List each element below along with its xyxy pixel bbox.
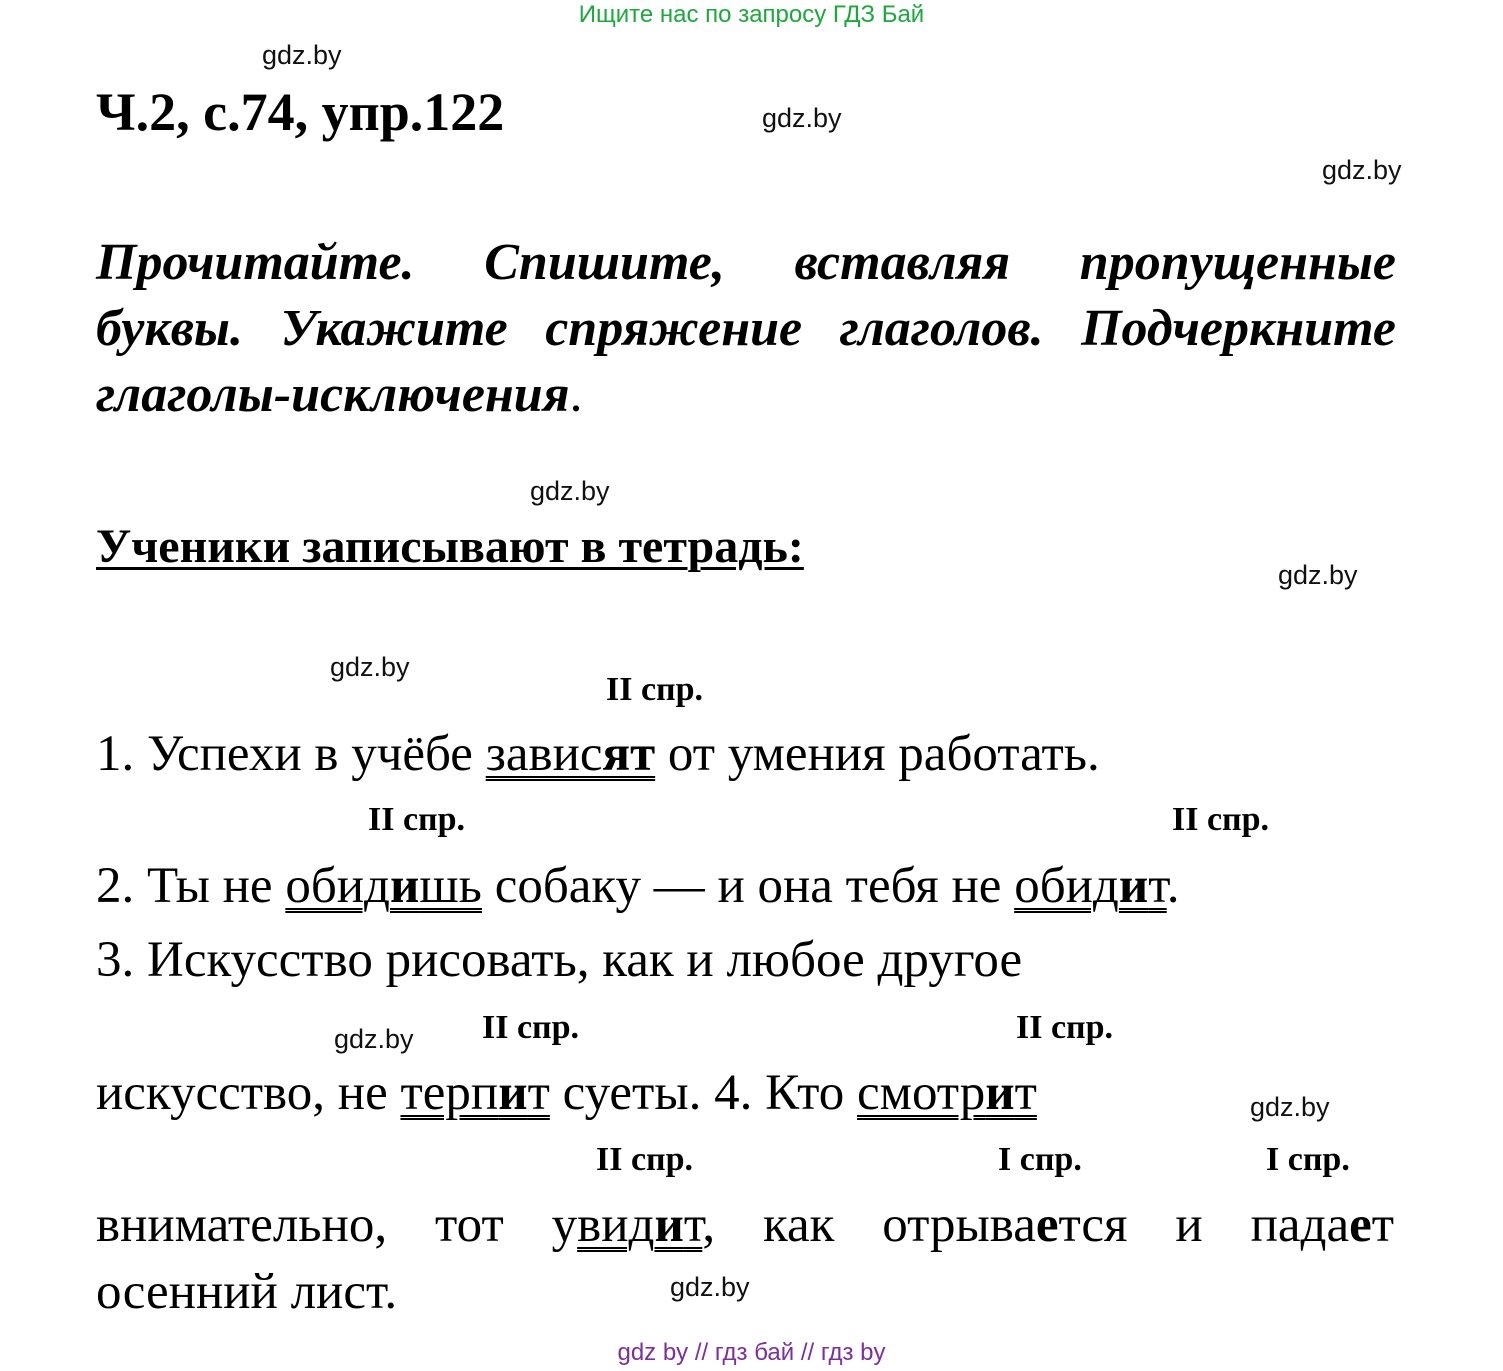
text: искусство, не (96, 1065, 401, 1121)
verb-otryvaetsya (882, 1197, 1127, 1253)
sentence-3b (96, 1063, 1037, 1123)
sentence-3a: 3. Искусство рисовать, как и любое другое (96, 932, 1023, 988)
verb-root: завис (485, 726, 603, 782)
text: собаку — и она тебя не (481, 858, 1015, 914)
text: внимательно, (96, 1197, 388, 1253)
conjugation-label: II спр. (596, 1141, 694, 1178)
notebook-heading: Ученики записывают в тетрадь: (96, 520, 804, 573)
verb-tail: т (527, 1065, 550, 1121)
footer-links[interactable]: gdz by // гдз бай // гдз by (617, 1339, 886, 1366)
conjugation-label: I спр. (998, 1141, 1082, 1178)
verb-ending: и (654, 1197, 684, 1253)
verb-tail: т (1148, 858, 1167, 914)
conjugation-label: II спр. (1172, 801, 1270, 838)
watermark: gdz.by (262, 40, 342, 70)
conjugation-label: II спр. (482, 1009, 580, 1046)
sentence-2 (96, 856, 1179, 916)
text: как (762, 1197, 835, 1253)
verb-ending: и (985, 1065, 1015, 1121)
verb-padaet (1251, 1197, 1394, 1253)
verb-ending: ят (602, 726, 656, 782)
verb-obidish (285, 858, 482, 914)
verb-ending: е (1349, 1197, 1372, 1253)
watermark: gdz.by (530, 476, 610, 506)
sentence-4-end: осенний лист. (96, 1264, 398, 1320)
page-title: Ч.2, с.74, упр.122 (96, 82, 505, 142)
text: суеты. 4. Кто (549, 1065, 858, 1121)
verb-root-underlined (577, 1197, 702, 1253)
verb-tail: шь (419, 858, 482, 914)
conjugation-label: II спр. (1016, 1009, 1114, 1046)
watermark: gdz.by (1250, 1092, 1330, 1122)
task-text: Прочитайте. Спишите, вставляя пропущенные буквы. Укажите спряжение глаголов. Подчеркните глаголы-исключения (96, 234, 1396, 423)
verb-tail: т (1371, 1197, 1395, 1253)
text: от умения работать. (655, 726, 1100, 782)
verb-root: отрыва (882, 1197, 1036, 1253)
verb-ending: и (1118, 858, 1149, 914)
search-banner: Ищите нас по запросу ГДЗ Бай (578, 1, 925, 28)
sentence-4 (96, 1195, 1394, 1255)
task-period: . (569, 366, 583, 423)
verb-prefix: у (551, 1197, 578, 1253)
verb-tail: т (1014, 1065, 1037, 1121)
text: тот (435, 1197, 504, 1253)
watermark: gdz.by (1278, 560, 1358, 590)
watermark: gdz.by (330, 652, 410, 682)
verb-zavisyat (486, 726, 655, 782)
text: , (702, 1197, 716, 1253)
sentence-1 (96, 724, 1100, 784)
watermark: gdz.by (1322, 155, 1402, 185)
conjugation-label: II спр. (606, 671, 704, 708)
verb-root: вид (577, 1197, 655, 1253)
verb-ending: и (498, 1065, 528, 1121)
verb-ending: и (390, 858, 420, 914)
verb-tail: тся (1058, 1197, 1128, 1253)
text: 1. Успехи в учёбе (96, 726, 486, 782)
verb-root: терп (400, 1065, 499, 1121)
conjugation-label: II спр. (368, 801, 466, 838)
task-instruction (96, 230, 1396, 428)
verb-terpit (400, 1065, 549, 1121)
conjugation-label: I спр. (1266, 1141, 1350, 1178)
verb-root: смотр (857, 1065, 986, 1121)
verb-uvidit (552, 1197, 715, 1253)
text: и (1175, 1197, 1203, 1253)
verb-tail: т (683, 1197, 703, 1253)
text: 2. Ты не (96, 858, 286, 914)
text: . (1166, 858, 1180, 914)
watermark: gdz.by (334, 1024, 414, 1054)
watermark: gdz.by (670, 1272, 750, 1302)
verb-root: обид (285, 858, 391, 914)
verb-obidit (1014, 858, 1167, 914)
verb-smotrit (857, 1065, 1037, 1121)
verb-root: пада (1250, 1197, 1350, 1253)
verb-root: обид (1014, 858, 1119, 914)
verb-ending: е (1035, 1197, 1059, 1253)
watermark: gdz.by (762, 103, 842, 133)
